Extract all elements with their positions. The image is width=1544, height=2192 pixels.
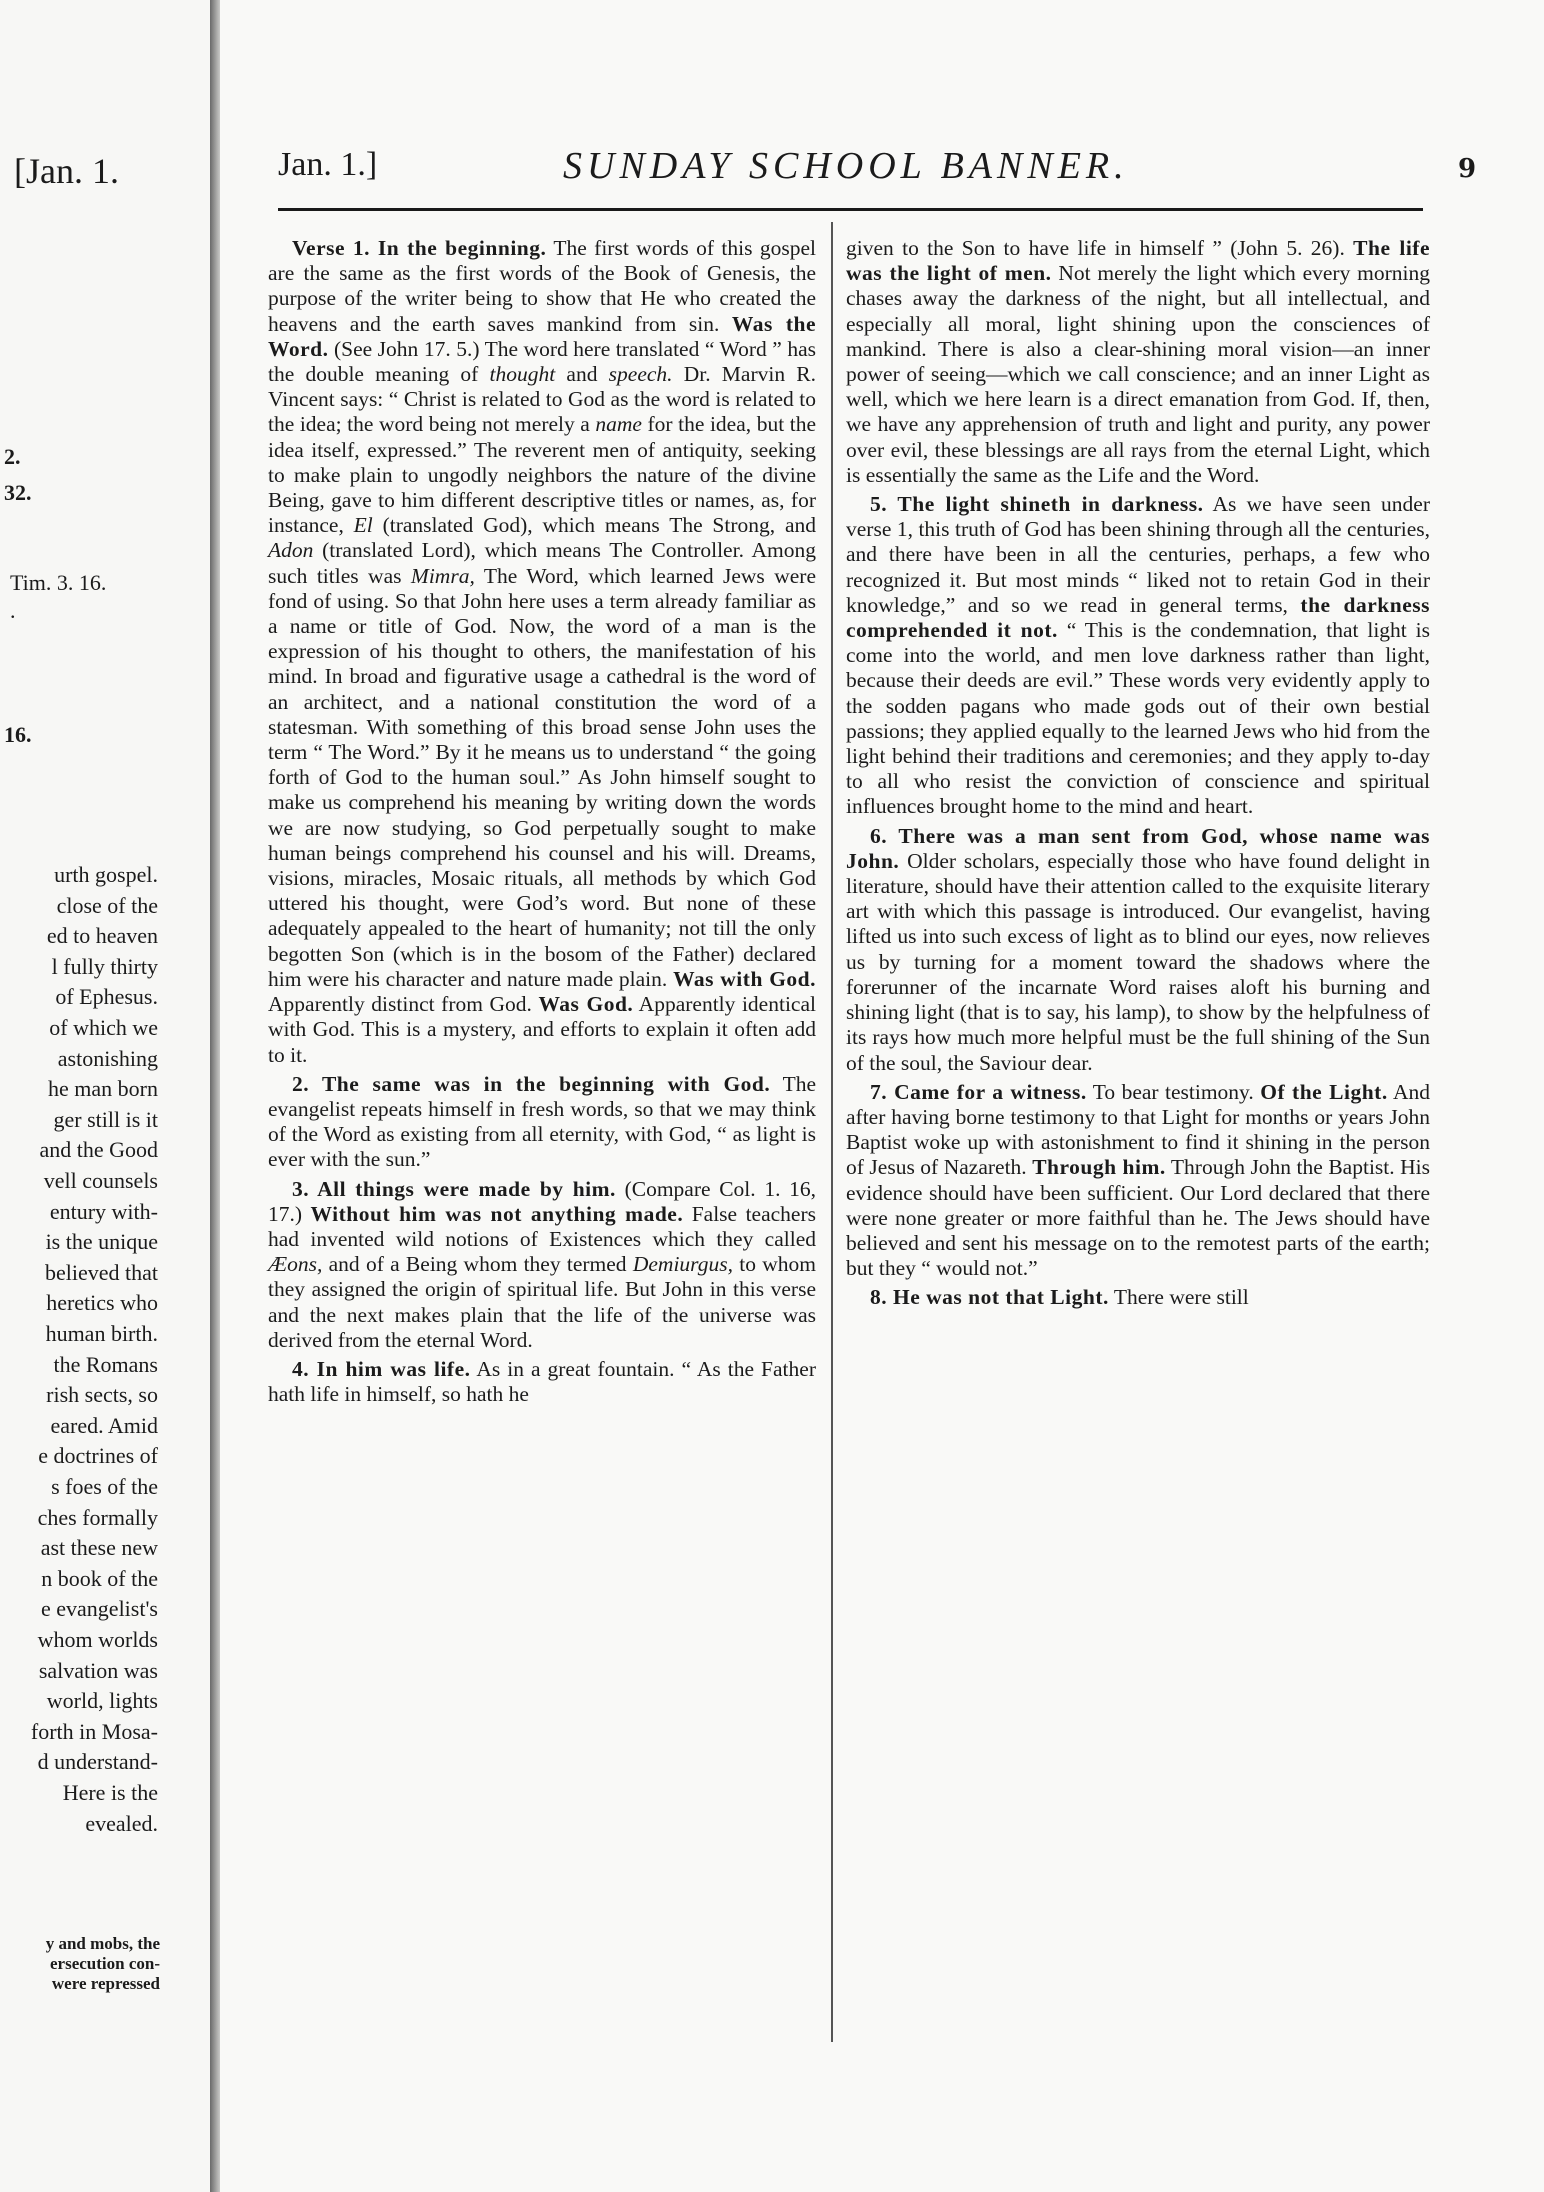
facing-page-line: e doctrines of [38,1443,158,1469]
facing-page-line: ast these new [40,1535,158,1561]
verse-2-text: The evangelist repeats himself in fresh words, so that we may think of the Word as existing from all eternity, with God, “ as light is ever with the sun.” [268,1071,816,1172]
facing-page-line: ches formally [37,1504,158,1530]
verse-4-text: given to the Son to have life in himself ” (John 5. 26). [846,236,1354,260]
facing-page-line: rish sects, so [46,1382,158,1408]
page-gutter-shadow [210,0,220,2192]
verse-1-italic: thought [489,362,556,387]
verse-7-phrase: Of the Light. [1260,1079,1388,1104]
verse-6-text: Older scholars, especially those who have found delight in literature, should have their attention called to the exquisite literary art with which this passage is introduced. Our evangelist, having lifted us into such excess of light as to blind our eyes, now relieves us by turning for a moment toward the shadows where the forerunner of the incarnate Word raises aloft his burning and shining light (that is to say, his lamp), to show by the helpfulness of its rays how much more helpful must be the full shining of the Sun of the soul, the Saviour dear. [846,848,1430,1075]
header-rule [278,208,1423,211]
verse-8-paragraph [846,1285,1430,1310]
verse-1-text: (translated Lord), which means The Controller. Among such titles was [268,538,816,588]
verse-3-text: False teachers had invented wild notions of Existences which they called [268,1201,816,1251]
verse-1-phrase: Was the Word. [268,311,817,361]
verse-1-text: The Word, which learned Jews were fond of using. So that John here uses a term already familiar as a name or title of God. Now, the word of a man is the expression of his thought to others, the manifestation of his mind. In broad and figurative usage a cathedral is the word of an architect, and a national constitution the word of a statesman. With something of this broad sense John uses the term “ The Word.” By it he means us to understand “ the going forth of God to the human soul.” As John himself sought to make us comprehend his meaning by writing down the words we are now studying, so God perpetually sought to make human beings comprehend his counsel and his will. Dreams, visions, miracles, Mosaic rituals, all methods by which God uttered his thought, were God’s word. But none of these adequately appealed to the heart of humanity; not till the only begotten Son (which is in the bosom of the Father) declared him were his character and nature made plain. [268,563,816,991]
verse-7-text: Through John the Baptist. His evidence should have been sufficient. Our Lord declared that there were none greater or more faithful than he. The Jews should have believed and sent his message on to the remotest parts of the earth; but they “ would not.” [846,1155,1430,1281]
facing-page-line: believed that [44,1259,158,1285]
verse-6-paragraph [846,824,1430,1076]
verse-7-label: 7. Came for a witness. [870,1079,1087,1104]
verse-2-paragraph [268,1072,816,1173]
facing-page-line: entury with- [49,1198,158,1224]
facing-footnote-line: y and mobs, the [45,1934,160,1953]
header-date: Jan. 1.] [278,146,378,183]
verse-5-paragraph [846,492,1430,820]
facing-page-fragment [0,0,212,2192]
facing-page-line: 16. [4,722,32,747]
verse-1-text: and [555,362,609,387]
facing-page-line: the Romans [53,1351,158,1377]
facing-page-line: l fully thirty [51,953,158,979]
facing-page-line: heretics who [46,1290,158,1316]
facing-page-line: salvation was [38,1657,158,1683]
verse-1-text: Dr. Marvin R. Vincent says: “ Christ is related to God as the word is related to the idea; the word being not merely a [268,362,816,437]
verse-1-label: Verse 1. In the beginning. [292,236,547,260]
verse-7-text: To bear testimony. [1086,1079,1261,1104]
facing-footnote-line: were repressed [51,1974,160,1993]
facing-page-line: urth gospel. [54,862,158,887]
verse-1-text: for the idea, but the idea itself, expressed.” The reverent men of antiquity, seeking to make plain to ungodly neighbors the nature of the divine Being, gave to him different descriptive titles or names, as, for instance, [268,412,816,538]
facing-footnote-line: ersecution con- [49,1954,160,1973]
facing-page-line: s foes of the [51,1474,158,1499]
verse-7-phrase: Through him. [1032,1155,1166,1180]
facing-page-line: eared. Amid [50,1412,158,1438]
verse-1-italic: El [353,513,373,538]
facing-page-line: ger still is it [53,1106,158,1132]
main-page [220,0,1544,2192]
verse-7-text: And after having borne testimony to that Light for months or years John Baptist woke up with astonishment to find it shining in the person of Jesus of Nazareth. [846,1079,1430,1180]
facing-page-line: Tim. 3. 16. [10,570,107,595]
verse-3-paragraph [268,1177,816,1353]
header-title: SUNDAY SCHOOL BANNER. [563,145,1129,187]
verse-4-phrase: The life was the light of men. [846,236,1430,286]
verse-1-text: (translated God), which means The Strong, and [372,513,816,538]
facing-page-line: human birth. [45,1321,158,1346]
verse-4-text: As in a great fountain. “ As the Father hath life in himself, so hath he [268,1356,816,1407]
facing-page-line: forth in Mosa- [30,1718,158,1744]
page-number: 9 [1458,154,1477,184]
verse-4-continuation [846,236,1430,488]
verse-7-paragraph [846,1080,1430,1282]
facing-page-line: d understand- [37,1749,158,1775]
facing-page-line: 32. [4,480,32,505]
facing-page-line: vell counsels [43,1168,158,1193]
facing-page-line: evealed. [85,1810,158,1836]
facing-page-line: n book of the [41,1565,158,1591]
facing-page-line: world, lights [46,1688,158,1714]
verse-1-text: (See John 17. 5.) The word here translated “ Word ” has the double meaning of [268,336,816,387]
verse-1-italic: speech. [608,362,673,387]
verse-8-text: There were still [1108,1285,1249,1310]
verse-5-label: 5. The light shineth in darkness. [870,492,1204,517]
verse-3-text: and of a Being whom they termed [322,1252,633,1277]
facing-page-line: of which we [49,1015,158,1040]
verse-1-phrase: Was with God. [673,966,816,991]
facing-page-line: whom worlds [37,1627,158,1652]
verse-3-text: to whom they assigned the origin of spiritual life. But John in this verse and the next makes plain that the life of the universe was derived from the eternal Word. [268,1252,816,1352]
verse-3-text: (Compare Col. 1. 16, 17.) [268,1176,816,1226]
verse-1-italic: name [595,412,642,437]
facing-page-line: astonishing [57,1045,158,1071]
verse-1-text: The first words of this gospel are the same as the first words of the Book of Genesis, the purpose of the writer being to show that He who created the heavens and the earth saves mankind from sin. [268,236,816,336]
facing-page-line: . [10,598,16,623]
verse-6-label: 6. There was a man sent from God, whose name was John. [846,823,1430,873]
verse-1-text: Apparently distinct from God. [268,992,539,1017]
facing-page-line: close of the [56,892,158,918]
verse-1-paragraph [268,236,816,1068]
facing-page-line: Here is the [62,1780,158,1805]
verse-1-italic: Mimra, [410,563,475,588]
right-column [846,236,1430,1315]
facing-page-header-date: [Jan. 1. [14,151,119,191]
facing-page-line: he man born [48,1076,158,1102]
facing-page-line: and the Good [39,1137,158,1163]
verse-5-text: As we have seen under verse 1, this truth of God has been shining through all the centuries, and there have been in all the centuries, perhaps, a few who recognized it. But most minds “ liked not to retain God in their knowledge,” and so we read in general terms, [846,492,1430,617]
verse-3-italic: Æons, [268,1252,323,1277]
verse-8-label: 8. He was not that Light. [870,1285,1109,1310]
facing-page-line: of Ephesus. [55,984,158,1010]
verse-5-text: “ This is the condemnation, that light is come into the world, and men love darkness rather than light, because their deeds are evil.” These words very evidently apply to the sodden pagans who made gods out of their own bestial passions; they applied equally to the learned Jews who hid from the light behind their traditions and ceremonies; and they apply to-day to all who resist the conviction of conscience and spiritual influences brought home to the mind and heart. [846,618,1430,819]
facing-page-line: ed to heaven [46,923,158,949]
column-divider [831,222,833,2042]
verse-1-text: Apparently identical with God. This is a mystery, and efforts to explain it often add to it. [268,992,816,1067]
verse-5-phrase: the darkness comprehended it not. [846,592,1430,643]
running-header [278,140,1477,200]
verse-4-label: 4. In him was life. [292,1356,471,1381]
verse-3-phrase: Without him was not anything made. [310,1201,684,1226]
left-column [268,236,816,1411]
verse-3-label: 3. All things were made by him. [292,1176,616,1201]
verse-1-phrase: Was God. [538,992,634,1017]
facing-page-line: e evangelist's [41,1596,158,1622]
verse-3-italic: Demiurgus, [632,1252,733,1277]
verse-2-label: 2. The same was in the beginning with God. [292,1071,771,1096]
facing-page-line: 2. [4,444,21,469]
verse-4-text: Not merely the light which every morning chases away the darkness of the night, but all intellectual, and especially all moral, light shining upon the consciences of mankind. There is also a clear-shining moral vision—an inner power of seeing—which we call conscience; and an inner Light as well, which we here learn is a direct emanation from God. If, then, we have any apprehension of truth and light and purity, any power over evil, these blessings are all rays from the eternal Light, which is essentially the same as the Life and the Word. [846,261,1431,487]
verse-1-italic: Adon [268,538,314,563]
verse-4-paragraph [268,1357,816,1407]
facing-page-line: is the unique [45,1229,158,1255]
